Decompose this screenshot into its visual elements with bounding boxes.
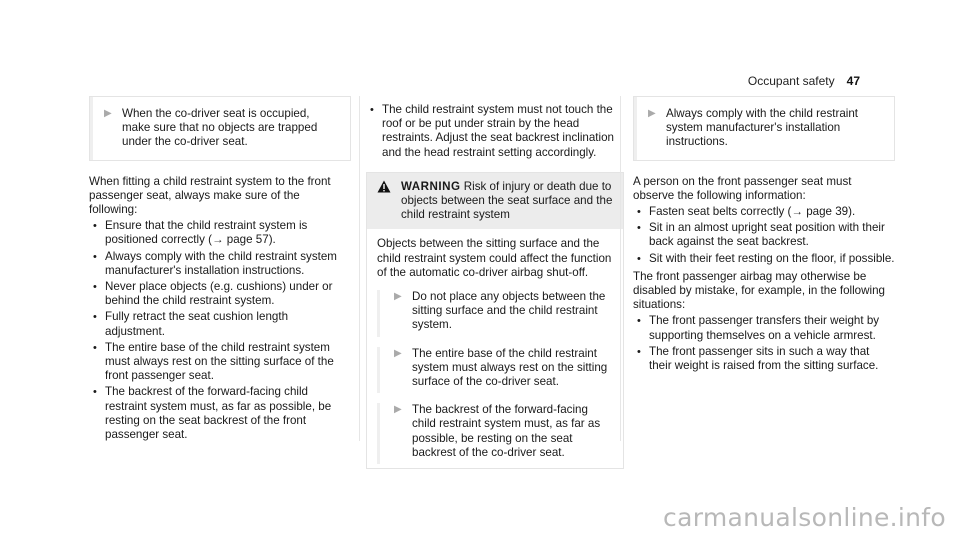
list-item: • The entire base of the child restraint system must always rest on the sitting surface of the front passenger seat. <box>89 341 351 384</box>
note <box>377 290 613 337</box>
section-title: Occupant safety <box>747 74 835 88</box>
note-text: The entire base of the child restraint system must always rest on the sitting surface of the co-driver seat. <box>412 346 608 389</box>
warning-body <box>367 229 623 468</box>
list-item: • The front passenger sits in such a way that their weight is raised from the sitting surface. <box>633 345 895 373</box>
intro-paragraph: When fitting a child restraint system to the front passenger seat, always make sure of the following: <box>89 174 331 217</box>
note-text: Do not place any objects between the sitting surface and the child restraint system. <box>412 290 606 332</box>
warning-triangle-icon <box>377 180 393 223</box>
note <box>377 403 613 464</box>
list-item: • Fully retract the seat cushion length adjustment. <box>89 310 351 338</box>
note <box>100 107 340 150</box>
play-arrow-icon: ▶ <box>394 347 402 359</box>
note-text: Always comply with the child restraint system manufacturer's installation instructions. <box>666 107 859 149</box>
list-item: • The child restraint system must not touch the roof or be put under strain by the head restraints. Adjust the seat backrest inclination and the head restraint setting accordingly. <box>366 103 624 160</box>
warning-box <box>366 172 624 469</box>
list-item: • The backrest of the forward-facing child restraint system must, as far as possible, be resting on the seat backrest of the front passenger seat. <box>89 385 351 442</box>
warning-heading: Risk of injury or death due to objects between the seat surface and the child restraint system <box>401 179 613 222</box>
list-item: • Never place objects (e.g. cushions) under or behind the child restraint system. <box>89 280 351 308</box>
note-text: When the co-driver seat is occupied, make sure that no objects are trapped under the co-driver seat. <box>122 107 318 149</box>
note-text: The backrest of the forward-facing child restraint system must, as far as possible, be resting on the seat backrest of the co-driver seat. <box>412 403 601 459</box>
intro-paragraph: A person on the front passenger seat must observe the following information: <box>633 174 852 202</box>
play-arrow-icon: ▶ <box>394 291 402 303</box>
page-number: 47 <box>846 74 860 88</box>
watermark: carmanualsonline.info <box>663 502 946 532</box>
column-3 <box>633 96 895 373</box>
note-box <box>89 96 351 161</box>
list-item: • Sit in an almost upright seat position with their back against the seat backrest. <box>633 221 895 249</box>
play-arrow-icon: ▶ <box>104 108 112 119</box>
column-divider <box>620 96 621 441</box>
bullet-list <box>366 103 624 160</box>
list-item: • The front passenger transfers their weight by supporting themselves on a vehicle armrest. <box>633 314 895 342</box>
note-box <box>633 96 895 161</box>
warning-title: WARNING <box>401 179 461 193</box>
list-item: • Always comply with the child restraint system manufacturer's installation instructions. <box>89 250 351 278</box>
bullet-list <box>633 205 895 266</box>
warning-text: Objects between the sitting surface and the child restraint system could affect the function of the automatic co-driver airbag shut-off. <box>377 237 612 279</box>
bullet-list <box>633 314 895 373</box>
warning-header <box>367 173 623 230</box>
column-divider <box>359 96 360 441</box>
list-item: • Ensure that the child restraint system is positioned correctly (→ page 57). <box>89 219 351 247</box>
list-item: • Fasten seat belts correctly (→ page 39). <box>633 205 895 219</box>
list-item: • Sit with their feet resting on the floor, if possible. <box>633 252 895 266</box>
column-2 <box>366 101 624 469</box>
bullet-list <box>89 219 351 442</box>
note <box>644 107 884 150</box>
page-header <box>748 74 860 88</box>
column-1 <box>89 96 351 442</box>
intro-paragraph-2: The front passenger airbag may otherwise be disabled by mistake, for example, in the following situations: <box>633 269 885 312</box>
play-arrow-icon: ▶ <box>648 108 656 119</box>
note <box>377 347 613 394</box>
play-arrow-icon: ▶ <box>394 404 402 416</box>
